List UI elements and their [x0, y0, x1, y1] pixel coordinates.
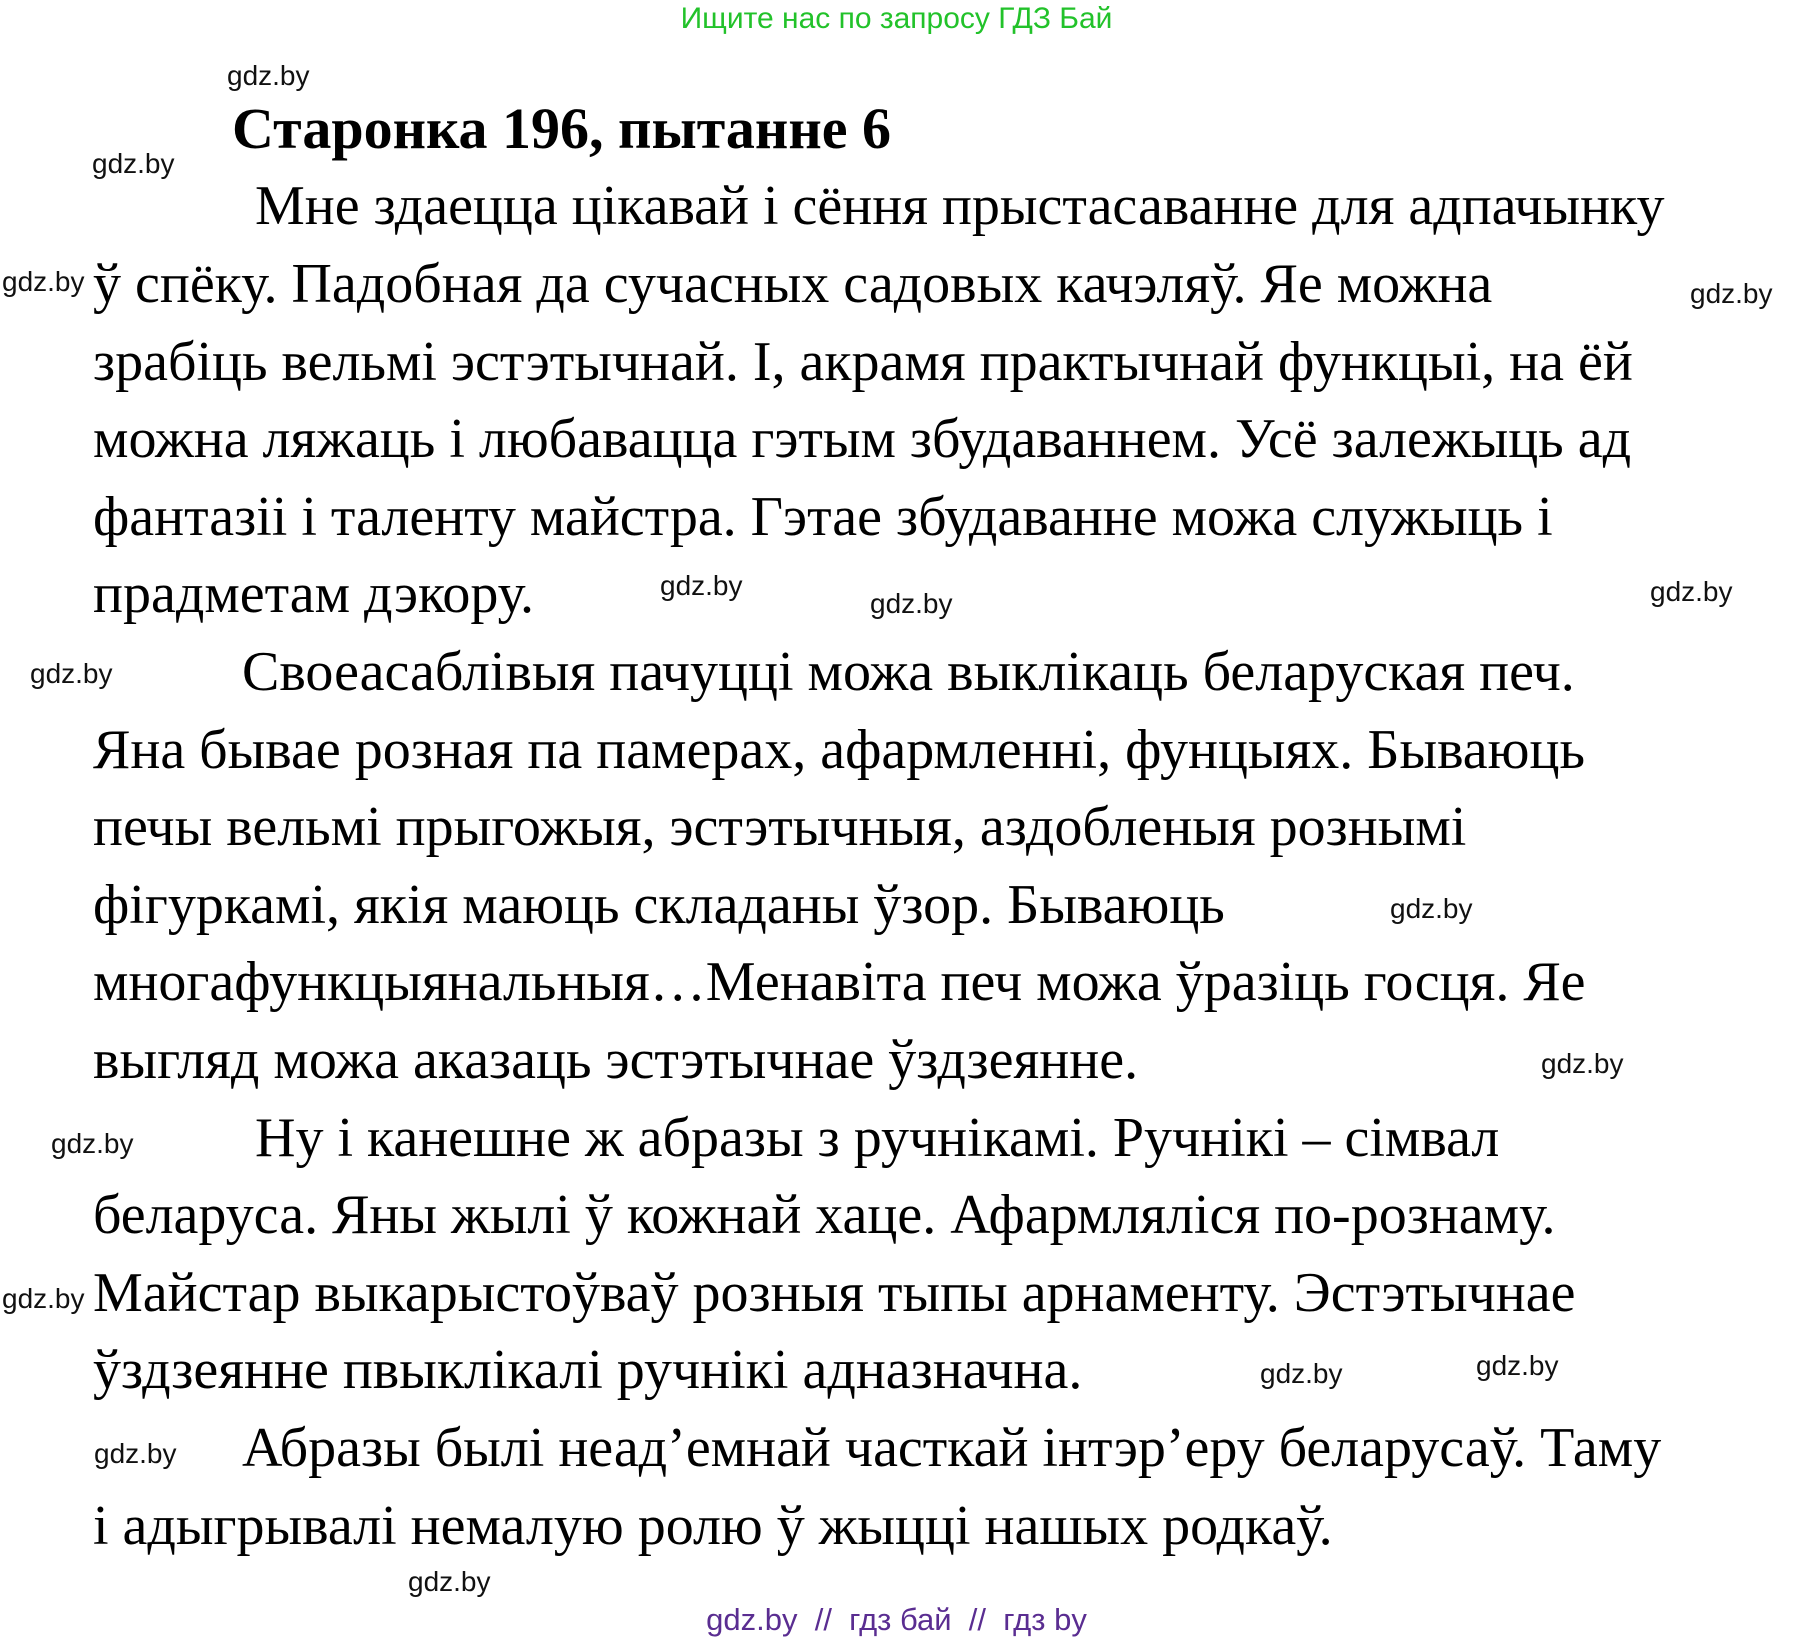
page-title: Старонка 196, пытанне 6 — [232, 96, 892, 161]
text-line: можна ляжаць і любавацца гэтым збудаваннем. Усё залежыць ад — [93, 408, 1632, 470]
watermark: gdz.by — [1390, 893, 1473, 924]
watermark: gdz.by — [30, 658, 113, 689]
text-line: зрабіць вельмі эстэтычнай. І, акрамя практычнай функцыі, на ёй — [93, 331, 1633, 393]
text-line: Яна бывае розная па памерах, афармленні, фунцыях. Бываюць — [93, 719, 1585, 781]
watermark: gdz.by — [1690, 278, 1773, 309]
watermark: gdz.by — [51, 1128, 134, 1159]
watermark: gdz.by — [2, 1283, 85, 1314]
watermark: gdz.by — [660, 570, 743, 601]
text-line: і адыгрывалі немалую ролю ў жыцці нашых родкаў. — [93, 1495, 1333, 1557]
text-line: фантазіі і таленту майстра. Гэтае збудаванне можа служыць і — [93, 486, 1553, 548]
watermark: gdz.by — [408, 1566, 491, 1597]
watermark: gdz.by — [870, 588, 953, 619]
text-line: Мне здаецца цікавай і сёння прыстасаванне для адпачынку — [255, 175, 1665, 237]
text-line: Ну і канешне ж абразы з ручнікамі. Ручнікі – сімвал — [255, 1107, 1500, 1169]
text-line: фігуркамі, якія маюць складаны ўзор. Бываюць — [93, 874, 1225, 936]
text-line: Своеасаблівыя пачуцці можа выклікаць беларуская печ. — [242, 641, 1575, 703]
watermark: gdz.by — [1650, 576, 1733, 607]
watermark: gdz.by — [2, 266, 85, 297]
text-line: Майстар выкарыстоўваў розныя тыпы арнаменту. Эстэтычнае — [93, 1262, 1576, 1324]
text-line: беларуса. Яны жылі ў кожнай хаце. Афармляліся по-рознаму. — [93, 1184, 1556, 1246]
text-line: многафункцыянальныя…Менавіта печ можа ўразіць госця. Яе — [93, 951, 1586, 1013]
watermark: gdz.by — [94, 1438, 177, 1469]
watermark: gdz.by — [227, 60, 310, 91]
text-line: Абразы былі неад’емнай часткай інтэр’еру беларусаў. Таму — [242, 1417, 1662, 1479]
watermark: gdz.by — [92, 148, 175, 179]
search-banner: Ищите нас по запросу ГДЗ Бай — [680, 2, 1113, 35]
text-line: ў спёку. Падобная да сучасных садовых качэляў. Яе можна — [93, 253, 1493, 315]
watermark: gdz.by — [1541, 1048, 1624, 1079]
text-line: печы вельмі прыгожыя, эстэтычныя, аздобленыя рознымі — [93, 796, 1467, 858]
text-line: прадметам дэкору. — [93, 563, 534, 625]
text-line: выгляд можа аказаць эстэтычнае ўздзеянне. — [93, 1029, 1139, 1091]
footer-links: gdz.by // гдз бай // гдз by — [706, 1602, 1087, 1637]
watermark: gdz.by — [1260, 1358, 1343, 1389]
watermark: gdz.by — [1476, 1350, 1559, 1381]
text-line: ўздзеянне пвыклікалі ручнікі адназначна. — [93, 1339, 1083, 1401]
